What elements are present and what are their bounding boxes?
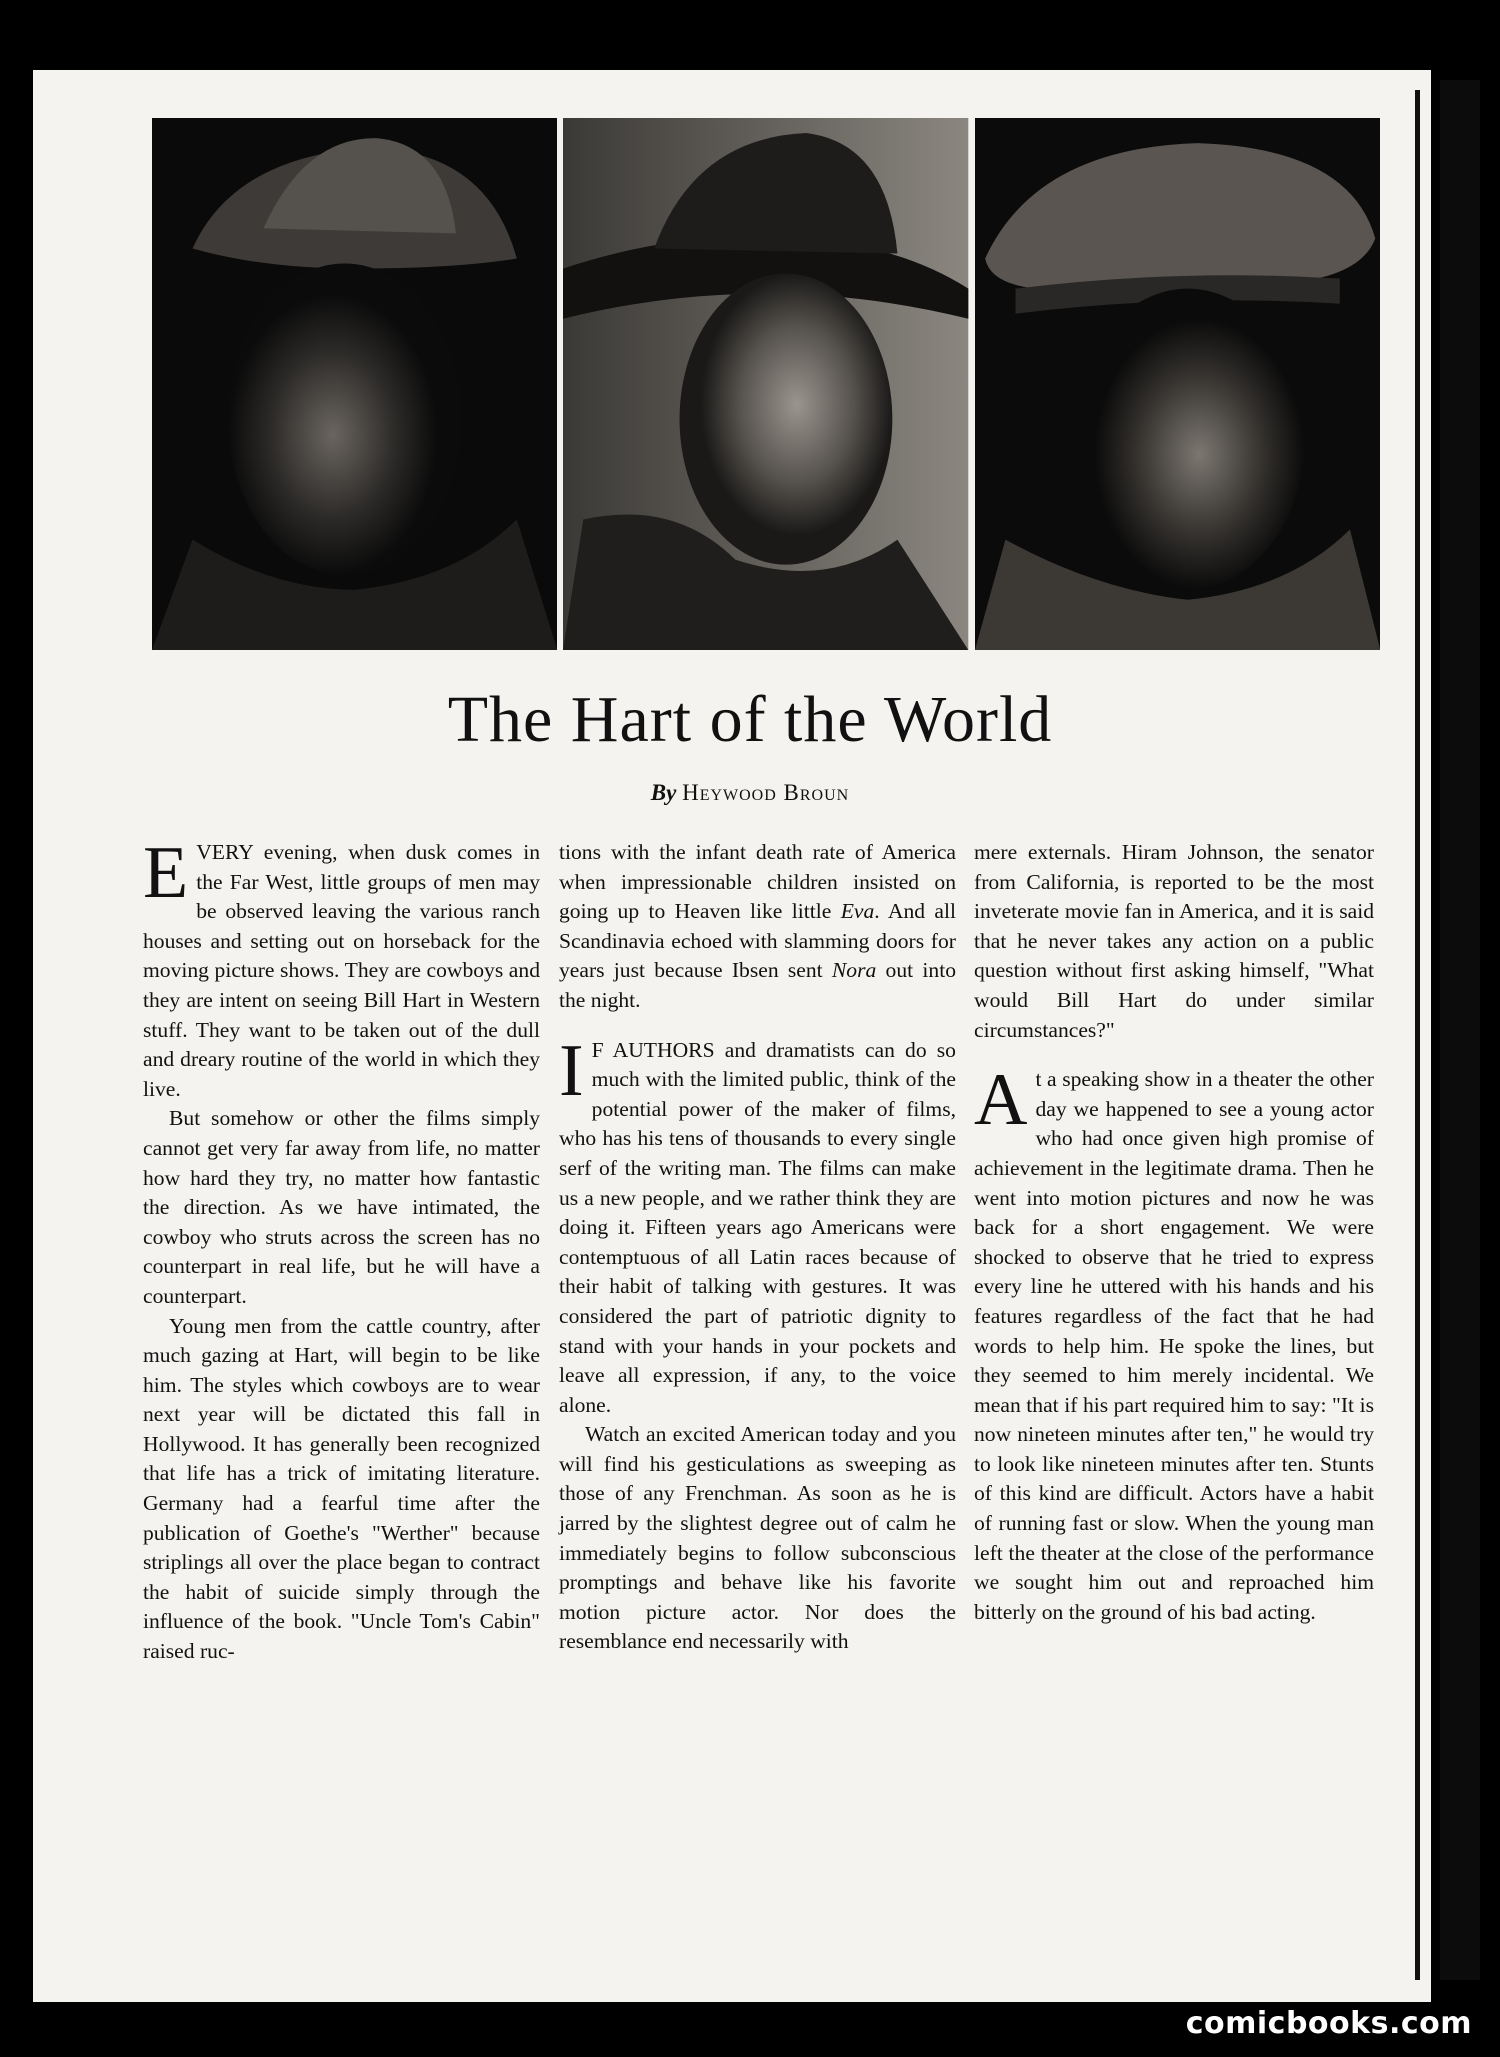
drop-cap: I <box>559 1029 584 1112</box>
byline-by: By <box>650 780 677 805</box>
article-byline <box>0 780 1500 806</box>
paragraph-text: . And all Scandinavia echoed with slamming doors for years just because Ibsen sent <box>559 899 956 983</box>
paragraph: Watch an excited American today and you will find his gesticulations as sweeping as those of any Frenchman. As soon as he is jarred by the slightest degree out of calm he immediately begins to follow subconscious promptings and behave like his favorite motion picture actor. Nor does the resemblance end necessarily with <box>559 1422 956 1654</box>
page-edge-rule <box>1415 90 1420 1980</box>
paragraph-text: evening, when dusk comes in the Far West, little groups of men may be observed leaving the various ranch houses and setting out on horseback for the moving picture shows. They are cowboys and they are intent on seeing Bill Hart in Western stuff. They want to be taken out of the dull and dreary routine of the world in which they live. <box>143 840 540 1101</box>
next-page-strip <box>1440 80 1480 1980</box>
paragraph-text: out into the night. <box>559 958 956 1012</box>
paragraph: mere externals. Hiram Johnson, the senator from California, is reported to be the most inveterate movie fan in America, and it is said that he never takes any action on a public question without first asking himself, "What would Bill Hart do under similar circumstances?" <box>974 840 1374 1042</box>
lead-in: VERY <box>196 840 253 864</box>
paragraph: Young men from the cattle country, after much gazing at Hart, will begin to be like him. The styles which cowboys are to wear next year will be dictated this fall in Hollywood. It has generally been recognized that life has a trick of imitating literature. Germany had a fearful time after the publication of Goethe's "Werther" because striplings all over the place began to contract the habit of suicide simply through the influence of the book. "Uncle Tom's Cabin" raised ruc- <box>143 1313 540 1664</box>
paragraph <box>143 832 540 1104</box>
drop-cap: A <box>974 1059 1028 1142</box>
portrait-photo-center <box>563 118 968 650</box>
portrait-photo-strip <box>152 118 1380 650</box>
text-column-1 <box>143 832 540 1667</box>
watermark: comicbooks.com <box>1185 2006 1472 2041</box>
italic-name-nora: Nora <box>831 958 877 983</box>
portrait-photo-left <box>152 118 557 650</box>
paragraph <box>559 838 956 1016</box>
article-title: The Hart of the World <box>447 683 1053 756</box>
text-column-3 <box>974 838 1374 1627</box>
paragraph: But somehow or other the films simply cannot get very far away from life, no matter how hard they try, no matter how fantastic the direction. As we have intimated, the cowboy who struts across the screen has no counterpart in real life, but he will have a counterpart. <box>143 1106 540 1308</box>
byline-author: Heywood Broun <box>682 780 850 805</box>
portrait-photo-right <box>975 118 1380 650</box>
paragraph-text: tions with the infant death rate of America when impressionable children insisted on going up to Heaven like little <box>559 840 956 924</box>
lead-in: F AUTHORS <box>591 1037 715 1062</box>
paragraph <box>974 1059 1374 1627</box>
text-column-2 <box>559 838 956 1657</box>
drop-cap: E <box>143 832 189 914</box>
italic-name-eva: Eva <box>840 899 875 924</box>
paragraph <box>559 1029 956 1421</box>
paragraph-text: t a speaking show in a theater the other day we happened to see a young actor who had once given high promise of achievement in the legitimate drama. Then he went into motion pictures and now he was back for a short engagement. We were shocked to observe that he tried to express every line he uttered with his hands and his features regardless of the fact that he had words to help him. He spoke the lines, but they seemed to him merely incidental. We mean that if his part required him to say: "It is now nineteen minutes after ten," he would try to look like nineteen minutes after ten. Stunts of this kind are difficult. Actors have a habit of running fast or slow. When the young man left the theater at the close of the performance we sought him out and reproached him bitterly on the ground of his bad acting. <box>974 1067 1374 1624</box>
paragraph-text: and dramatists can do so much with the limited public, think of the potential power of the maker of films, who has his tens of thousands to every single serf of the writing man. The films can make us a new people, and we rather think they are doing it. Fifteen years ago Americans were contemptuous of all Latin races because of their habit of talking with gestures. It was considered the part of patriotic dignity to stand with your hands in your pockets and leave all expression, if any, to the voice alone. <box>559 1037 956 1417</box>
